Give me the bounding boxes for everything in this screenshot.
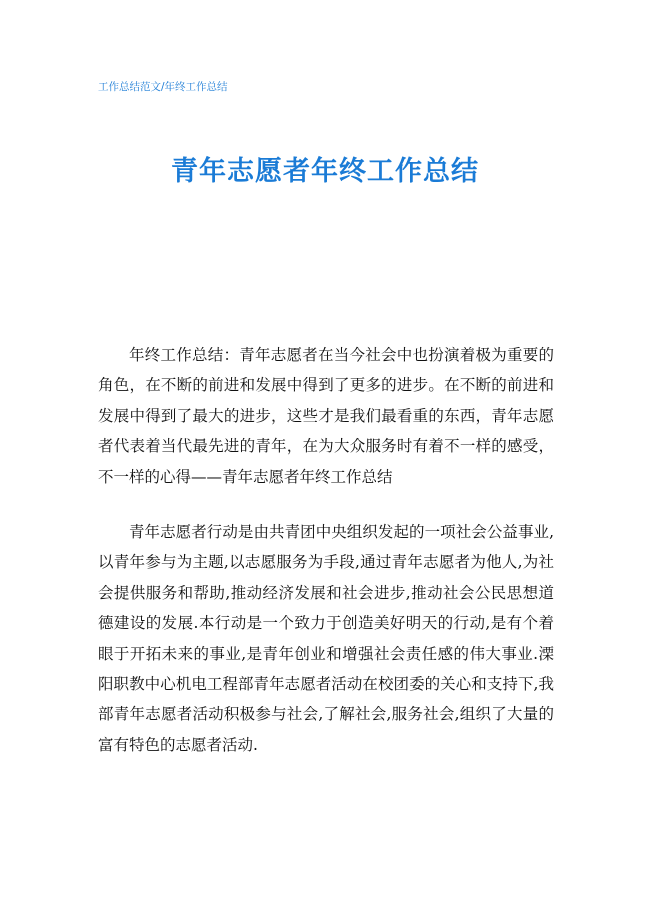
breadcrumb[interactable]: 工作总结范文/年终工作总结 <box>98 81 228 93</box>
paragraph-body: 青年志愿者行动是由共青团中央组织发起的一项社会公益事业,以青年参与为主题,以志愿服务为手段,通过青年志愿者为他人,为社会提供服务和帮助,推动经济发展和社会进步,推动社会公民思想道德建设的发展.本行动是一个致力于创造美好明天的行动,是有个着眼于开拓未来的事业,是青年创业和增强社会责任感的伟大事业.溧阳职教中心机电工程部青年志愿者活动在校团委的关心和支持下,我部青年志愿者活动积极参与社会,了解社会,服务社会,组织了大量的富有特色的志愿者活动. <box>98 523 554 754</box>
paragraph-intro: 年终工作总结：青年志愿者在当今社会中也扮演着极为重要的角色，在不断的前进和发展中得到了更多的进步。在不断的前进和发展中得到了最大的进步，这些才是我们最看重的东西，青年志愿者代表着当代最先进的青年，在为大众服务时有着不一样的感受，不一样的心得——青年志愿者年终工作总结 <box>98 346 554 486</box>
page-title: 青年志愿者年终工作总结 <box>171 156 479 187</box>
